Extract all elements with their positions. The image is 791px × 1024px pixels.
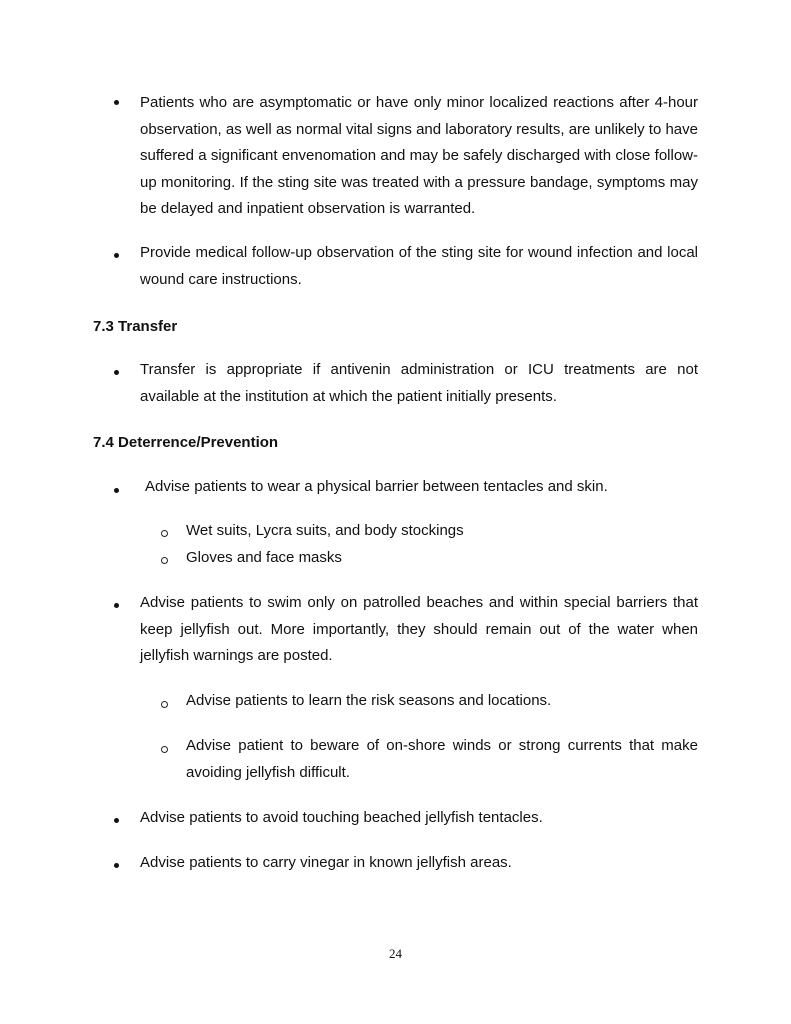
- bullet-carry-vinegar: Advise patients to carry vinegar in known jellyfish areas.: [140, 854, 512, 871]
- sub-bullet-marker: [161, 554, 171, 564]
- bullet-marker: [114, 485, 122, 493]
- bullet-followup-observation: Provide medical follow-up observation of the sting site for wound infection and local wound care instructions.: [140, 244, 698, 288]
- sub-bullet-marker: [161, 527, 171, 537]
- section-heading-prevention: 7.4 Deterrence/Prevention: [93, 434, 279, 451]
- bullet-marker: [114, 815, 122, 823]
- bullet-marker: [114, 250, 122, 258]
- bullet-discharge-criteria: Patients who are asymptomatic or have only minor localized reactions after 4-hour observation, as well as normal vital signs and laboratory results, are unlikely to have suffered a significant envenomation and may be safely discharged with close follow-up monitoring. If the sting site was treated with a pressure bandage, symptoms may be delayed and inpatient observation is warranted.: [140, 94, 698, 218]
- page-number: 24: [389, 946, 402, 961]
- bullet-marker: [114, 97, 122, 105]
- bullet-patrolled-beaches: Advise patients to swim only on patrolled beaches and within special barriers that keep jellyfish out. More importantly, they should remain out of the water when jellyfish warnings are posted.: [140, 594, 698, 665]
- sub-bullet-marker: [161, 698, 171, 708]
- bullet-marker: [114, 860, 122, 868]
- bullet-physical-barrier: Advise patients to wear a physical barrier between tentacles and skin.: [145, 478, 608, 495]
- sub-bullet-risk-seasons: Advise patients to learn the risk seasons and locations.: [186, 692, 552, 709]
- sub-bullet-onshore-winds: Advise patient to beware of on-shore winds or strong currents that make avoiding jellyfish difficult.: [186, 737, 698, 781]
- sub-bullet-gloves: Gloves and face masks: [186, 549, 342, 566]
- sub-bullet-marker: [161, 743, 171, 753]
- sub-bullet-wet-suits: Wet suits, Lycra suits, and body stockings: [186, 522, 464, 539]
- bullet-marker: [114, 367, 122, 375]
- bullet-marker: [114, 600, 122, 608]
- bullet-transfer: Transfer is appropriate if antivenin administration or ICU treatments are not available at the institution at which the patient initially presents.: [140, 361, 698, 405]
- bullet-beached-tentacles: Advise patients to avoid touching beached jellyfish tentacles.: [140, 809, 543, 826]
- section-heading-transfer: 7.3 Transfer: [93, 318, 178, 335]
